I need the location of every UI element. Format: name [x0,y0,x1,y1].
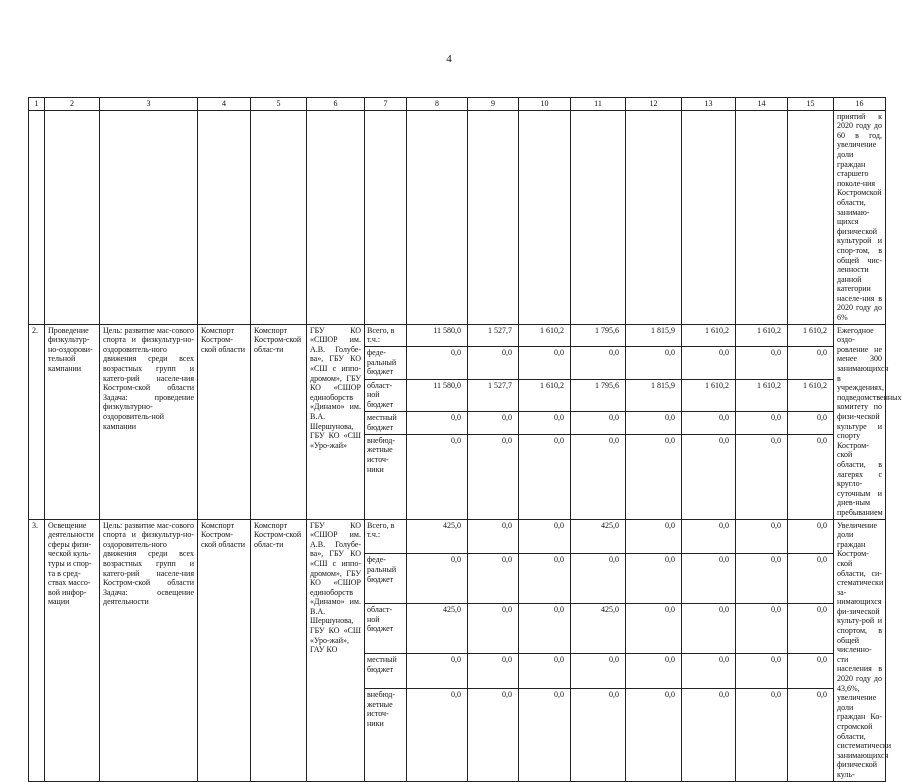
funding-value: 0,0 [736,347,788,379]
column-header: 15 [788,98,834,111]
funding-value: 0,0 [407,554,468,604]
funding-value: 0,0 [788,434,834,519]
funding-value: 0,0 [571,554,626,604]
funding-value: 0,0 [571,688,626,781]
responsible-executor: Комспорт Костром-ской области [198,519,251,781]
funding-value: 0,0 [736,688,788,781]
goal-task: Цель: развитие мас-сового спорта и физкультур-но-оздоровитель-ного движения среди всех возрастных групп и катего-рий населе-ния Костром-ской области Задача: проведение физкультурно-оздоровитель-ной кампании [100,324,198,519]
column-header: 5 [251,98,307,111]
funding-value: 11 580,0 [407,379,468,411]
funding-value: 0,0 [519,412,571,435]
funding-value: 425,0 [407,519,468,554]
funding-value: 0,0 [788,519,834,554]
funding-value: 0,0 [407,688,468,781]
funding-value: 0,0 [468,554,519,604]
funding-value: 0,0 [571,434,626,519]
funding-value: 0,0 [468,604,519,654]
expected-result: Ежегодное оздо-ровление не менее 300 занимающихся в учреждениях, подведомственных комитету по физи-ческой культуре и спорту Костром-ской области, в лагерях с кругло-суточным и днев-ным пребыванием [834,324,886,519]
funding-source-label: област-ной бюджет [365,604,407,654]
funding-value: 0,0 [626,654,682,689]
funding-value: 0,0 [519,347,571,379]
funding-source-label: местный бюджет [365,412,407,435]
funding-source-label: феде-ральный бюджет [365,554,407,604]
funding-value: 0,0 [788,654,834,689]
column-header: 14 [736,98,788,111]
funding-value: 0,0 [682,554,736,604]
funding-source-label: внебюд-жетные источ-ники [365,688,407,781]
funding-value: 0,0 [407,412,468,435]
funding-value: 1 610,2 [788,379,834,411]
funding-value: 425,0 [571,604,626,654]
row-number: 3. [29,519,45,781]
funding-value: 0,0 [736,412,788,435]
funding-value: 0,0 [519,554,571,604]
funding-value: 1 610,2 [519,379,571,411]
funding-value: 1 610,2 [682,324,736,347]
expected-result: Увеличение доли граждан Костром-ской области, си-стематически за-нимающихся фи-зической культу-рой и спортом, в общей численно-сти населения в 2020 году до 43,6%, увеличение доли граждан Ко-стромской области, систематически занимающихся физической куль- [834,519,886,781]
column-header: 6 [307,98,365,111]
funding-value: 1 815,9 [626,379,682,411]
funding-value: 0,0 [788,604,834,654]
funding-value: 0,0 [626,434,682,519]
funding-value: 0,0 [736,654,788,689]
participants: ГБУ КО «СШОР им. А.В. Голубе-ва», ГБУ КО «СШ с иппо-дромом», ГБУ КО «СШОР единоборств «Динамо» им. В.А. Шершунова, ГБУ КО «СШ «Уро-жай», ГАУ КО [307,519,365,781]
program-row [29,519,886,554]
column-header: 11 [571,98,626,111]
funding-value: 0,0 [788,554,834,604]
column-header: 12 [626,98,682,111]
participants: ГБУ КО «СШОР им. А.В. Голубе-ва», ГБУ КО «СШ с иппо-дромом», ГБУ КО «СШОР единоборств «Динамо» им. В.А. Шершунова, ГБУ КО «СШ «Уро-жай» [307,324,365,519]
funding-value: 0,0 [519,519,571,554]
funding-value: 0,0 [571,412,626,435]
column-header: 4 [198,98,251,111]
event-name: Освещение деятельности сферы физи-ческой куль-туры и спор-та в сред-ствах массо-вой инфор-мации [45,519,100,781]
column-header: 7 [365,98,407,111]
column-header: 1 [29,98,45,111]
funding-source-label: Всего, в т.ч.: [365,519,407,554]
funding-value: 0,0 [468,412,519,435]
funding-value: 1 795,6 [571,379,626,411]
funding-value: 0,0 [682,434,736,519]
funding-value: 0,0 [682,688,736,781]
column-header: 9 [468,98,519,111]
funding-value: 0,0 [571,347,626,379]
funding-value: 1 527,7 [468,324,519,347]
funding-value: 1 527,7 [468,379,519,411]
funding-value: 0,0 [407,347,468,379]
funding-source-label: местный бюджет [365,654,407,689]
funding-value: 0,0 [519,604,571,654]
funding-value: 0,0 [736,604,788,654]
funding-value: 1 815,9 [626,324,682,347]
funding-value: 0,0 [626,688,682,781]
funding-value: 425,0 [571,519,626,554]
column-header: 10 [519,98,571,111]
page-number: 4 [446,53,452,65]
funding-value: 0,0 [682,347,736,379]
funding-value: 0,0 [626,412,682,435]
program-row [29,324,886,347]
column-header: 16 [834,98,886,111]
column-header: 2 [45,98,100,111]
funding-value: 0,0 [682,412,736,435]
funding-value: 1 610,2 [736,379,788,411]
funding-value: 0,0 [736,554,788,604]
funding-value: 1 610,2 [736,324,788,347]
goal-task: Цель: развитие мас-сового спорта и физкультур-но-оздоровитель-ного движения среди всех возрастных групп и катего-рий населе-ния Костром-ской области Задача: освещение деятельности [100,519,198,781]
funding-value: 0,0 [468,688,519,781]
column-header: 3 [100,98,198,111]
funding-value: 0,0 [571,654,626,689]
funding-source-label: внебюд-жетные источ-ники [365,434,407,519]
funding-value: 0,0 [626,554,682,604]
result-continuation: приятий к 2020 году до 60 в год, увеличение доли граждан старшего поколе-ния Костромской области, занимаю-щихся физической культурой и спор-том, в общей чис-ленности данной категории населе-ния в 2020 году до 6% [834,110,886,324]
header-row [29,98,886,111]
funding-value: 0,0 [468,654,519,689]
funding-value: 0,0 [407,654,468,689]
co-executor: Комспорт Костром-ской облас-ти [251,324,307,519]
funding-value: 0,0 [788,347,834,379]
funding-value: 0,0 [626,347,682,379]
continuation-row [29,110,886,324]
funding-value: 1 610,2 [788,324,834,347]
program-table [28,97,902,782]
funding-value: 0,0 [519,688,571,781]
funding-value: 0,0 [468,434,519,519]
funding-value: 0,0 [519,434,571,519]
funding-value: 0,0 [682,654,736,689]
funding-value: 0,0 [626,519,682,554]
funding-value: 0,0 [682,604,736,654]
funding-value: 1 795,6 [571,324,626,347]
funding-value: 1 610,2 [682,379,736,411]
funding-value: 0,0 [407,434,468,519]
funding-value: 0,0 [626,604,682,654]
funding-value: 0,0 [788,412,834,435]
funding-value: 0,0 [468,347,519,379]
event-name: Проведение физкультур-но-оздорови-тельной кампании [45,324,100,519]
column-header: 13 [682,98,736,111]
column-header: 8 [407,98,468,111]
funding-value: 0,0 [788,688,834,781]
row-number: 2. [29,324,45,519]
funding-value: 425,0 [407,604,468,654]
funding-value: 0,0 [468,519,519,554]
funding-value: 0,0 [736,434,788,519]
funding-source-label: феде-ральный бюджет [365,347,407,379]
funding-value: 0,0 [682,519,736,554]
funding-source-label: област-ной бюджет [365,379,407,411]
funding-source-label: Всего, в т.ч.: [365,324,407,347]
responsible-executor: Комспорт Костром-ской области [198,324,251,519]
co-executor: Комспорт Костром-ской облас-ти [251,519,307,781]
funding-value: 11 580,0 [407,324,468,347]
funding-value: 0,0 [736,519,788,554]
funding-value: 0,0 [519,654,571,689]
funding-value: 1 610,2 [519,324,571,347]
